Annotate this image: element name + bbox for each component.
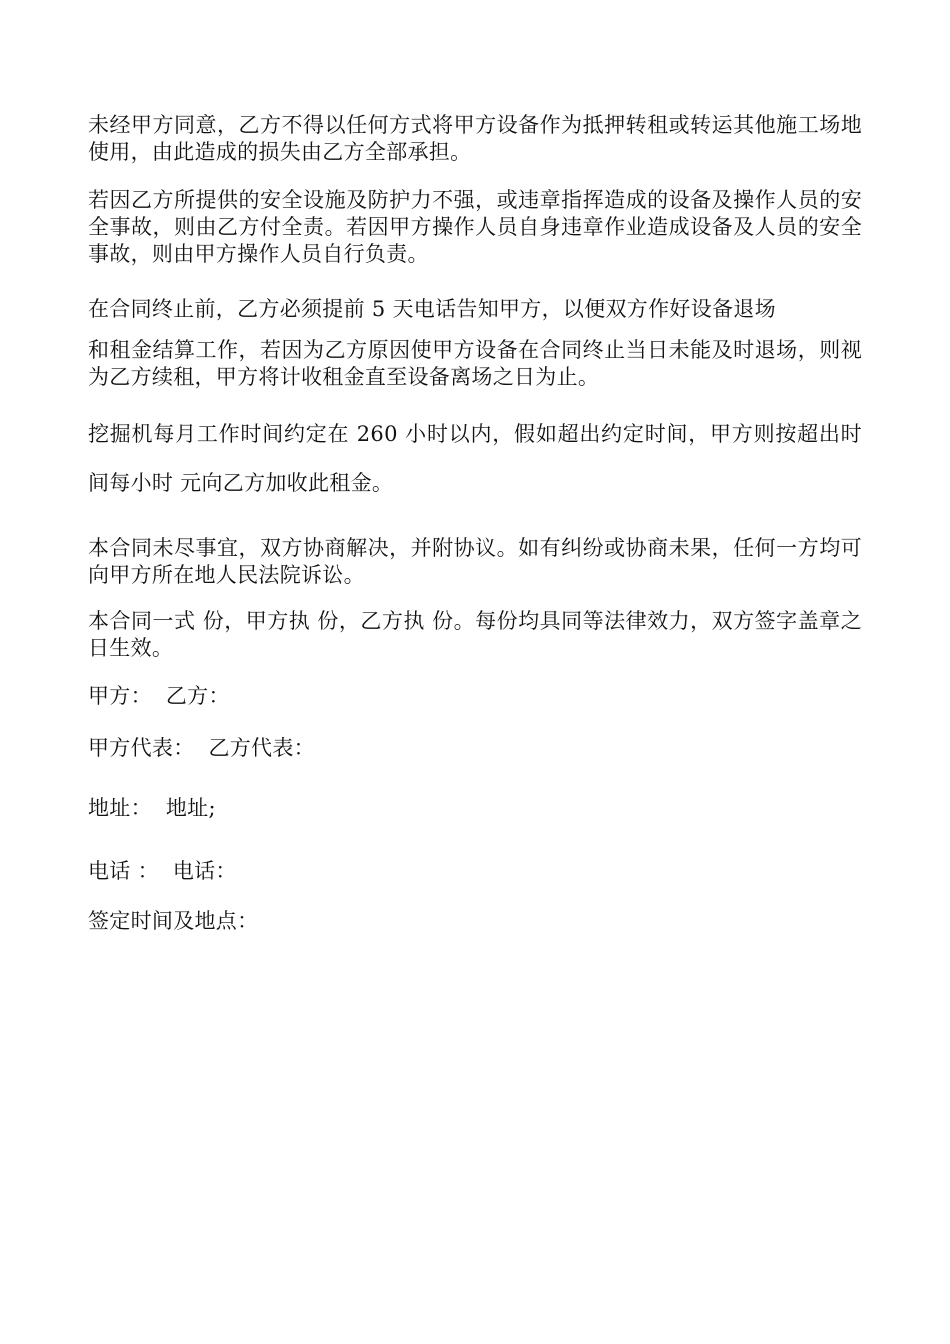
signature-address: 地址： 地址; xyxy=(88,796,216,820)
clause-no-sublease: 未经甲方同意，乙方不得以任何方式将甲方设备作为抵押转租或转运其他施工场地使用，由此造成的损失由乙方全部承担。 xyxy=(88,113,862,164)
clause-copies: 本合同一式 份，甲方执 份，乙方执 份。每份均具同等法律效力，双方签字盖章之日生效。 xyxy=(88,609,862,660)
clause-termination-notice: 在合同终止前，乙方必须提前 5 天电话告知甲方，以便双方作好设备退场 xyxy=(88,297,776,321)
clause-disputes: 本合同未尽事宜，双方协商解决，并附协议。如有纠纷或协商未果，任何一方均可向甲方所在地人民法院诉讼。 xyxy=(88,536,862,587)
clause-safety-liability: 若因乙方所提供的安全设施及防护力不强，或违章指挥造成的设备及操作人员的安全事故，则由乙方付全责。若因甲方操作人员自身违章作业造成设备及人员的安全事故，则由甲方操作人员自行负责。 xyxy=(88,188,862,266)
signature-parties: 甲方： 乙方： xyxy=(88,684,230,708)
signature-date-place: 签定时间及地点： xyxy=(88,909,259,933)
signature-representatives: 甲方代表： 乙方代表： xyxy=(88,736,315,760)
clause-working-hours: 挖掘机每月工作时间约定在 260 小时以内，假如超出约定时间，甲方则按超出时间每小时 元向乙方加收此租金。 xyxy=(88,422,862,495)
signature-phone: 电话 ： 电话： xyxy=(88,859,237,883)
clause-settlement: 和租金结算工作，若因为乙方原因使甲方设备在合同终止当日未能及时退场，则视为乙方续租，甲方将计收租金直至设备离场之日为止。 xyxy=(88,338,862,389)
